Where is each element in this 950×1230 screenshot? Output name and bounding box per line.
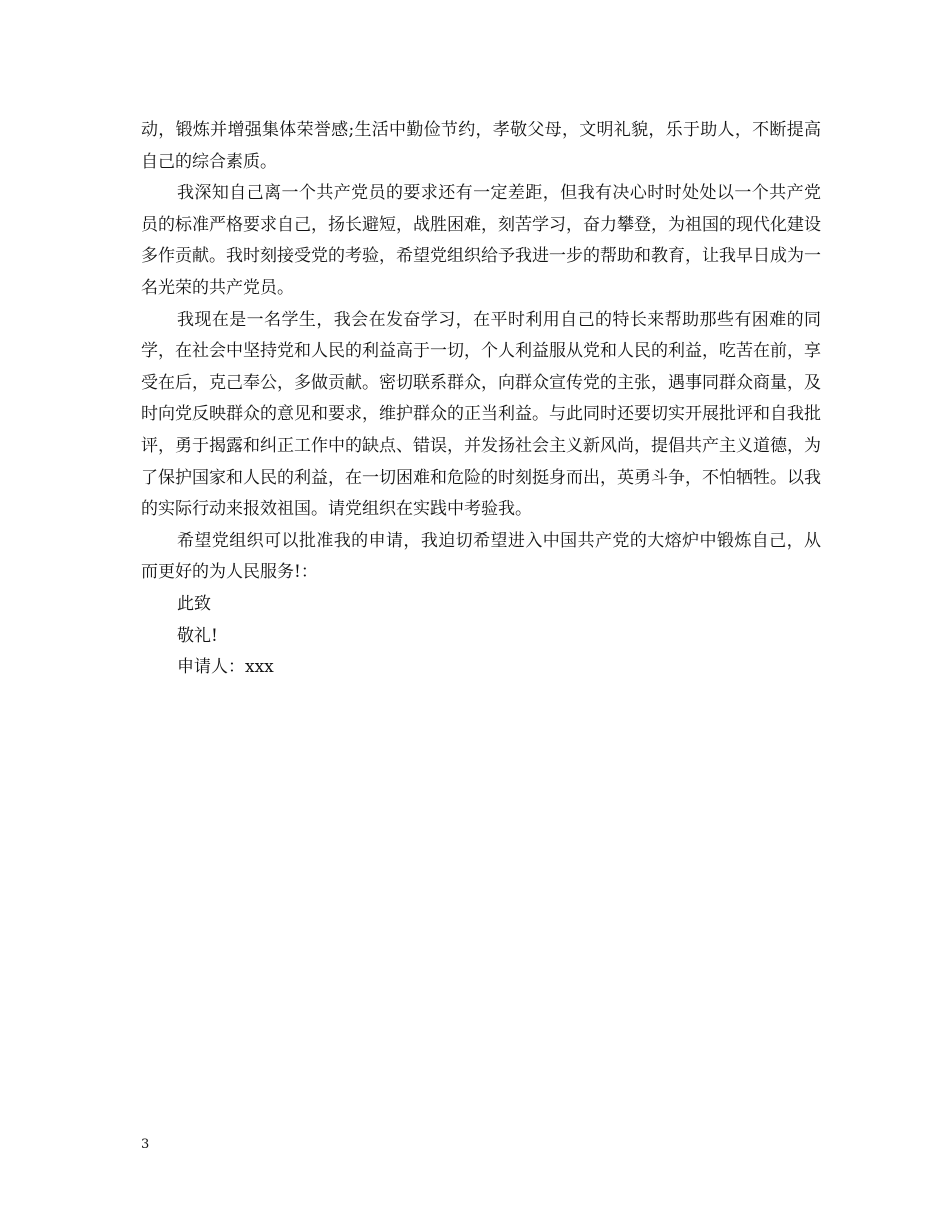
document-body (141, 115, 821, 684)
paragraph-commitment: 我深知自己离一个共产党员的要求还有一定差距，但我有决心时时处处以一个共产党员的标准严格要求自己，扬长避短，战胜困难，刻苦学习，奋力攀登，为祖国的现代化建设多作贡献。我时刻接受党的考验，希望党组织给予我进一步的帮助和教育，让我早日成为一名光荣的共产党员。 (141, 183, 821, 298)
paragraph-student-pledge: 我现在是一名学生，我会在发奋学习，在平时利用自己的特长来帮助那些有困难的同学，在社会中坚持党和人民的利益高于一切，个人利益服从党和人民的利益，吃苦在前，享受在后，克己奉公，多做贡献。密切联系群众，向群众宣传党的主张，遇事同群众商量，及时向党反映群众的意见和要求，维护群众的正当利益。与此同时还要切实开展批评和自我批评，勇于揭露和纠正工作中的缺点、错误，并发扬社会主义新风尚，提倡共产主义道德，为了保护国家和人民的利益，在一切困难和危险的时刻挺身而出，英勇斗争，不怕牺牲。以我的实际行动来报效祖国。请党组织在实践中考验我。 (141, 309, 821, 520)
paragraph-request: 希望党组织可以批准我的申请，我迫切希望进入中国共产党的大熔炉中锻炼自己，从而更好的为人民服务!： (141, 530, 821, 583)
page-number: 3 (141, 1137, 150, 1152)
closing-regards: 敬礼! (177, 625, 218, 646)
applicant-signature-line: 申请人：xxx (177, 657, 274, 678)
paragraph-continuation: 动，锻炼并增强集体荣誉感;生活中勤俭节约，孝敬父母，文明礼貌，乐于助人，不断提高自己的综合素质。 (141, 120, 821, 172)
closing-salutation: 此致 (177, 593, 211, 614)
